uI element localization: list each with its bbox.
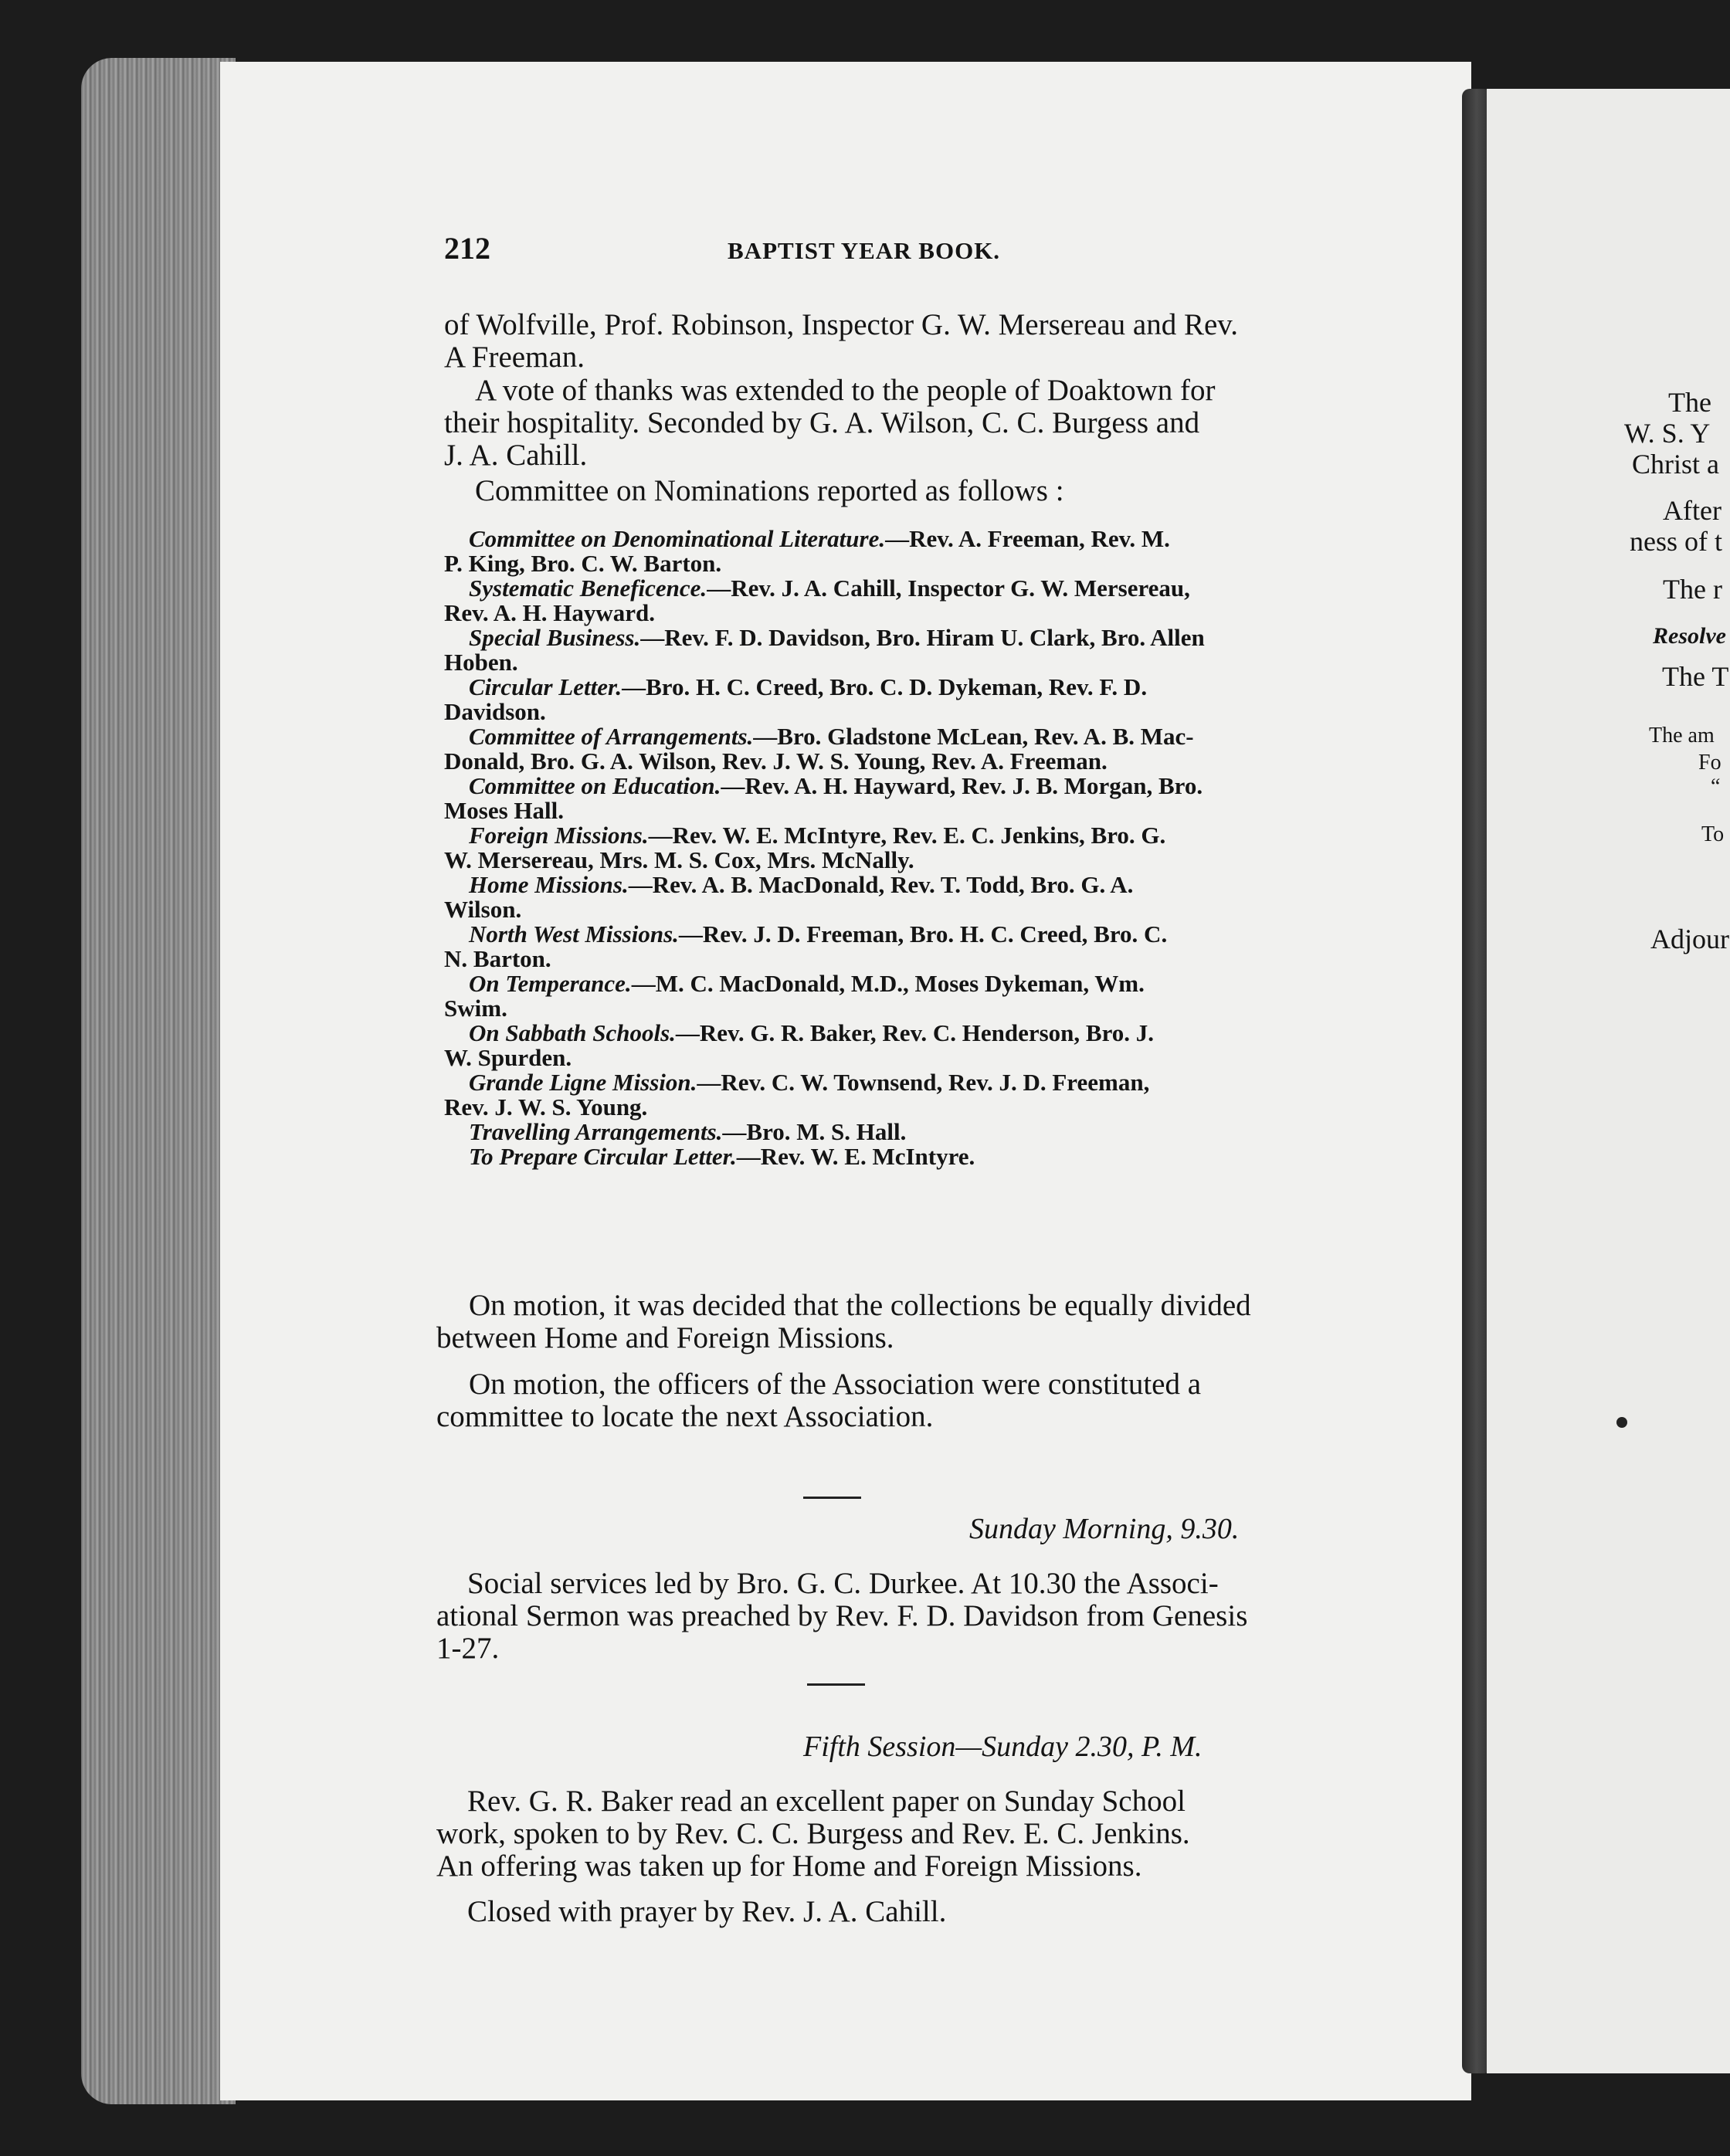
committee-entry: To Prepare Circular Letter.—Rev. W. E. McIntyre. — [469, 1143, 975, 1170]
committee-entry: Committee of Arrangements.—Bro. Gladstone McLean, Rev. A. B. Mac- Donald, Bro. G. A. Wilson, Rev. J. W. S. Young, Rev. A. Freeman. — [444, 723, 1194, 775]
right-fragment: The T — [1662, 661, 1729, 692]
committee-entry: Committee on Education.—Rev. A. H. Hayward, Rev. J. B. Morgan, Bro. Moses Hall. — [444, 772, 1203, 824]
committee-entry: Circular Letter.—Bro. H. C. Creed, Bro. C. D. Dykeman, Rev. F. D. Davidson. — [444, 673, 1148, 725]
fifth-session-heading: Fifth Session—Sunday 2.30, P. M. — [803, 1731, 1203, 1763]
page-edges — [81, 58, 236, 2104]
text-line: their hospitality. Seconded by G. A. Wilson, C. C. Burgess and — [444, 406, 1200, 439]
right-fragment: The am — [1649, 724, 1715, 747]
section-rule — [807, 1683, 865, 1686]
text-line: work, spoken to by Rev. C. C. Burgess and Rev. E. C. Jenkins. — [436, 1817, 1190, 1850]
committee-entry: Travelling Arrangements.—Bro. M. S. Hall. — [469, 1118, 907, 1145]
text-line: On motion, it was decided that the collections be equally divided — [469, 1289, 1251, 1322]
page-number: 212 — [444, 231, 490, 266]
committee-entry: Home Missions.—Rev. A. B. MacDonald, Rev. T. Todd, Bro. G. A. Wilson. — [444, 871, 1134, 923]
motion-paragraph-2 — [436, 1368, 1201, 1433]
committee-entry: Committee on Denominational Literature.—Rev. A. Freeman, Rev. M. P. King, Bro. C. W. Barton. — [444, 525, 1170, 577]
right-fragment: Resolve — [1653, 623, 1726, 649]
nominations-heading: Committee on Nominations reported as follows : — [475, 474, 1064, 507]
committee-entry: Systematic Beneficence.—Rev. J. A. Cahill, Inspector G. W. Mersereau, Rev. A. H. Hayward. — [444, 575, 1190, 626]
text-line: Rev. G. R. Baker read an excellent paper on Sunday School — [467, 1785, 1186, 1818]
sunday-morning-paragraph — [436, 1568, 1247, 1665]
text-line: ational Sermon was preached by Rev. F. D. Davidson from Genesis — [436, 1599, 1248, 1632]
text-line: A vote of thanks was extended to the people of Doaktown for — [475, 374, 1216, 407]
right-fragment: ness of t — [1630, 526, 1722, 557]
right-fragment: The — [1668, 387, 1711, 418]
motion-paragraph-1 — [436, 1290, 1251, 1354]
right-fragment: Christ a — [1632, 449, 1719, 480]
right-fragment: The r — [1663, 574, 1722, 605]
text-line: committee to locate the next Association. — [436, 1400, 934, 1433]
running-title: BAPTIST YEAR BOOK. — [728, 237, 1001, 264]
right-page — [1487, 89, 1730, 2073]
committee-entry: Grande Ligne Mission.—Rev. C. W. Townsend, Rev. J. D. Freeman, Rev. J. W. S. Young. — [444, 1069, 1150, 1120]
right-fragment: “ — [1711, 775, 1721, 798]
text-line: of Wolfville, Prof. Robinson, Inspector G. W. Mersereau and Rev. — [444, 308, 1239, 341]
right-fragment: To — [1701, 822, 1725, 846]
committee-entry: Special Business.—Rev. F. D. Davidson, Bro. Hiram U. Clark, Bro. Allen Hoben. — [444, 624, 1205, 676]
text-line: On motion, the officers of the Association were constituted a — [469, 1368, 1202, 1401]
sunday-morning-heading: Sunday Morning, 9.30. — [969, 1513, 1240, 1545]
committee-entry: North West Missions.—Rev. J. D. Freeman, Bro. H. C. Creed, Bro. C. N. Barton. — [444, 920, 1168, 972]
text-line: An offering was taken up for Home and Foreign Missions. — [436, 1849, 1142, 1883]
ink-dot — [1616, 1417, 1627, 1428]
right-fragment: After — [1663, 495, 1722, 526]
committee-entry: On Sabbath Schools.—Rev. G. R. Baker, Rev. C. Henderson, Bro. J. W. Spurden. — [444, 1019, 1155, 1071]
text-line: 1-27. — [436, 1632, 500, 1665]
committee-entry: On Temperance.—M. C. MacDonald, M.D., Moses Dykeman, Wm. Swim. — [444, 970, 1145, 1022]
closing-line: Closed with prayer by Rev. J. A. Cahill. — [467, 1895, 947, 1928]
text-line: Social services led by Bro. G. C. Durkee. At 10.30 the Associ- — [467, 1567, 1219, 1600]
right-fragment: Adjour — [1650, 924, 1729, 954]
committee-list — [444, 527, 1205, 1169]
text-line: A Freeman. — [444, 341, 585, 374]
left-page — [220, 62, 1471, 2100]
fifth-session-paragraph — [436, 1785, 1190, 1883]
text-line: J. A. Cahill. — [444, 439, 588, 472]
right-fragment: Fo — [1698, 751, 1722, 775]
right-fragment: W. S. Y — [1624, 418, 1711, 449]
intro-paragraph-2 — [444, 375, 1216, 472]
text-line: between Home and Foreign Missions. — [436, 1321, 894, 1354]
intro-paragraph-1 — [444, 309, 1238, 374]
committee-entry: Foreign Missions.—Rev. W. E. McIntyre, Rev. E. C. Jenkins, Bro. G. W. Mersereau, Mrs. M. S. Cox, Mrs. McNally. — [444, 822, 1166, 873]
section-rule — [803, 1497, 861, 1499]
